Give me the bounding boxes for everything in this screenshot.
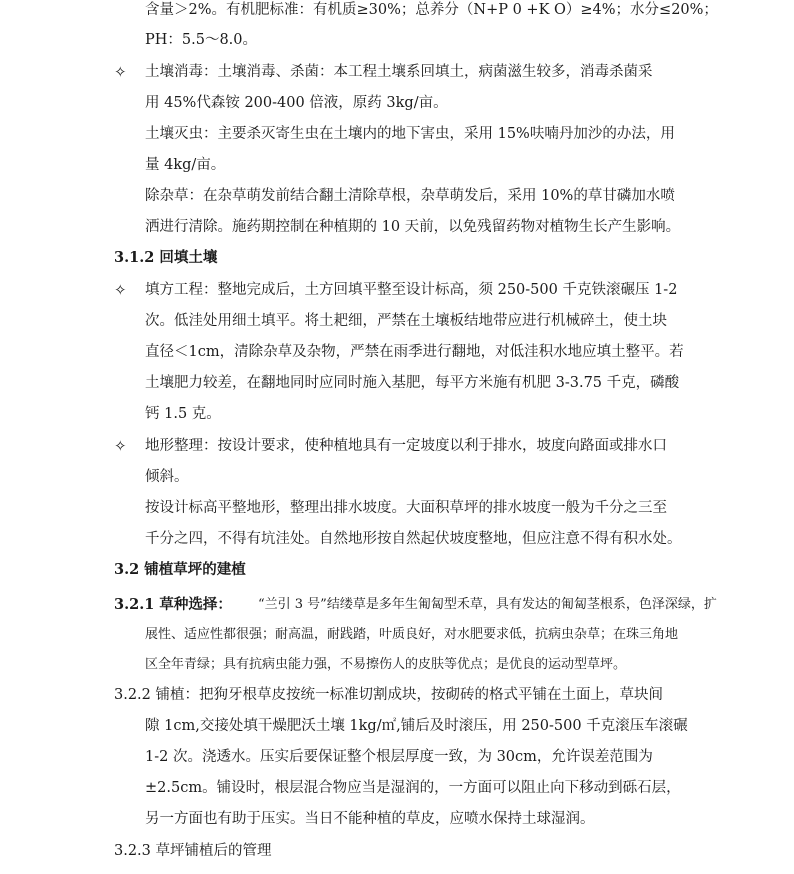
text-line: 钙 1.5 克。 — [145, 406, 221, 422]
text-line: 1-2 次。浇透水。压实后要保证整个根层厚度一致，为 30cm，允许误差范围为 — [145, 749, 653, 765]
text-line: 千分之四，不得有坑洼处。自然地形按自然起伏坡度整地，但应注意不得有积水处。 — [145, 531, 682, 547]
text-line: 量 4kg/亩。 — [145, 157, 226, 173]
text-line: 除杂草：在杂草萌发前结合翻土清除草根，杂草萌发后，采用 10%的草甘磷加水喷 — [145, 188, 675, 204]
text-line: 土壤消毒：土壤消毒、杀菌：本工程土壤系回填土，病菌滋生较多，消毒杀菌采 — [145, 64, 653, 80]
text-line: 区全年青绿；具有抗病虫能力强，不易擦伤人的皮肤等优点；是优良的运动型草坪。 — [145, 657, 627, 672]
text-line: 土壤肥力较差，在翻地同时应同时施入基肥，每平方米施有机肥 3-3.75 千克，磷酸 — [145, 375, 680, 391]
text-line: 地形整理：按设计要求，使种植地具有一定坡度以利于排水，坡度向路面或排水口 — [145, 438, 667, 454]
text-line: 另一方面也有助于压实。当日不能种植的草皮，应喷水保持土球湿润。 — [145, 811, 595, 827]
text-line: 次。低洼处用细土填平。将土耙细，严禁在土壤板结地带应进行机械碎土，使土块 — [145, 313, 667, 329]
bullet-diamond-icon: ✧ — [114, 437, 127, 455]
text-line: 土壤灭虫：主要杀灭寄生虫在土壤内的地下害虫，采用 15%呋喃丹加沙的办法，用 — [145, 126, 675, 142]
text-line: 倾斜。 — [145, 469, 189, 485]
subsection-heading: 3.2.3 草坪铺植后的管理 — [114, 843, 272, 859]
text-line: 3.2.2 铺植：把狗牙根草皮按统一标准切割成块，按砌砖的格式平铺在土面上，草块间 — [114, 687, 664, 703]
subsection-heading: 3.2.1 草种选择： — [114, 596, 232, 613]
text-line: ±2.5cm。铺设时，根层混合物应当是湿润的，一方面可以阻止向下移动到砾石层， — [145, 780, 681, 796]
text-line: 洒进行清除。施药期控制在种植期的 10 天前，以免残留药物对植物生长产生影响。 — [145, 219, 681, 235]
text-line: 含量＞2%。有机肥标准：有机质≥30%；总养分（N+P 0 +K O）≥4%；水分≤20%； — [145, 2, 718, 18]
text-line: 按设计标高平整地形，整理出排水坡度。大面积草坪的排水坡度一般为千分之三至 — [145, 500, 667, 516]
text-line: 直径＜1cm，清除杂草及杂物，严禁在雨季进行翻地，对低洼积水地应填土整平。若 — [145, 344, 684, 360]
section-heading: 3.2 铺植草坪的建植 — [114, 561, 246, 578]
text-line: 用 45%代森铵 200-400 倍液，原药 3kg/亩。 — [145, 95, 448, 111]
text-line: 填方工程：整地完成后，土方回填平整至设计标高，须 250-500 千克铁滚碾压 1-2 — [145, 282, 678, 298]
text-line: PH：5.5～8.0。 — [145, 32, 258, 48]
text-line: 展性、适应性都很强；耐高温，耐践踏，叶质良好，对水肥要求低，抗病虫杂草；在珠三角地 — [145, 627, 679, 642]
text-line: 隙 1cm,交接处填干燥肥沃土壤 1kg/㎡,铺后及时滚压，用 250-500 千克滚压车滚碾 — [145, 718, 688, 734]
text-line: “兰引 3 号”结缕草是多年生匍匐型禾草，具有发达的匍匐茎根系，色泽深绿，扩 — [258, 597, 717, 612]
bullet-diamond-icon: ✧ — [114, 63, 127, 81]
bullet-diamond-icon: ✧ — [114, 281, 127, 299]
section-heading: 3.1.2 回填土壤 — [114, 249, 218, 266]
